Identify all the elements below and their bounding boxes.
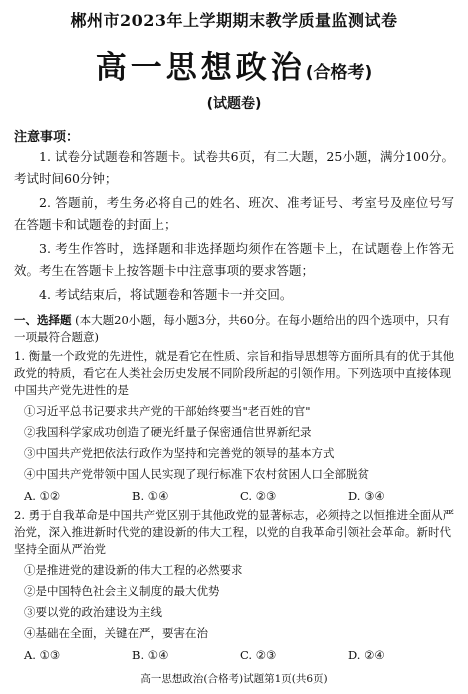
paper-type: (试题卷) <box>206 96 262 112</box>
answer-choices <box>14 647 456 664</box>
question-2 <box>14 507 456 664</box>
exam-title: 郴州市2023年上学期期末教学质量监测试卷 <box>70 11 398 30</box>
notice-item: 1. 试卷分试题卷和答题卡。试卷共6页，有二大题，25小题，满分100分。考试时间60分钟； <box>14 149 454 186</box>
answer-choices <box>14 488 456 505</box>
section-heading: 一、选择题 <box>14 313 72 327</box>
subject-suffix: (合格考) <box>305 63 373 83</box>
question-option: ③中国共产党把依法行政作为坚持和完善党的领导的基本方式 <box>24 446 335 460</box>
choice-b: B. ①④ <box>132 648 169 662</box>
question-option: ④基础在全面，关键在严，要害在治 <box>24 626 208 640</box>
choice-d: D. ③④ <box>348 489 385 503</box>
question-option: ①是推进党的建设新的伟大工程的必然要求 <box>24 563 243 577</box>
subject-title <box>0 42 468 87</box>
page-footer: 高一思想政治(合格考)试题第1页(共6页) <box>140 673 328 685</box>
section-header <box>14 312 456 346</box>
question-stem: 2. 勇于自我革命是中国共产党区别于其他政党的显著标志，必须持之以恒推进全面从严治党，深入推进新时代党的建设新的伟大工程，以党的自我革命引领社会革命。新时代坚持全面从严治党 <box>14 508 455 556</box>
choice-c: C. ②③ <box>240 648 277 662</box>
question-option: ④中国共产党带领中国人民实现了现行标准下农村贫困人口全部脱贫 <box>24 467 369 481</box>
notice-heading: 注意事项： <box>14 130 80 145</box>
question-option: ③要以党的政治建设为主线 <box>24 605 162 619</box>
choice-d: D. ②④ <box>348 648 385 662</box>
choice-c: C. ②③ <box>240 489 277 503</box>
question-option: ②是中国特色社会主义制度的最大优势 <box>24 584 220 598</box>
choice-a: A. ①③ <box>24 648 61 662</box>
notice-item: 2. 答题前，考生务必将自己的姓名、班次、准考证号、考室号及座位号写在答题卡和试题卷的封面上； <box>14 195 454 232</box>
choice-a: A. ①② <box>24 489 61 503</box>
question-stem: 1. 衡量一个政党的先进性，就是看它在性质、宗旨和指导思想等方面所具有的优于其他政党的特质，看它在人类社会历史发展不同阶段所起的引领作用。下列选项中直接体现中国共产党先进性的是 <box>14 349 455 397</box>
choice-b: B. ①④ <box>132 489 169 503</box>
notice-item: 4. 考试结束后，将试题卷和答题卡一并交回。 <box>39 287 293 302</box>
question-option: ①习近平总书记要求共产党的干部始终要当"老百姓的官" <box>24 404 311 418</box>
question-option: ②我国科学家成功创造了硬光纤量子保密通信世界新纪录 <box>24 425 312 439</box>
question-1 <box>14 348 456 505</box>
subject-name: 高一思想政治 <box>95 50 306 86</box>
notice-item: 3. 考生作答时，选择题和非选择题均须作在答题卡上，在试题卷上作答无效。考生在答题卡上按答题卡中注意事项的要求答题； <box>14 241 454 278</box>
section-description: (本大题20小题，每小题3分，共60分。在每小题给出的四个选项中，只有一项最符合题意) <box>14 313 450 344</box>
notice-list <box>14 146 454 308</box>
